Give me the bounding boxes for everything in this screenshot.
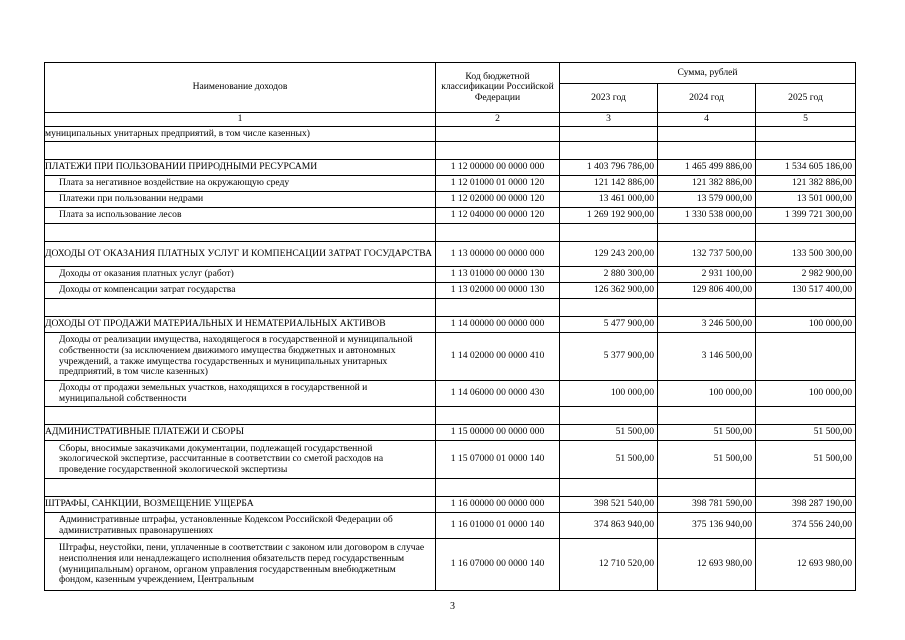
amount-2023-cell xyxy=(560,127,658,142)
amount-2024-cell: 3 146 500,00 xyxy=(658,333,756,381)
income-name-cell: Доходы от оказания платных услуг (работ) xyxy=(45,267,436,283)
income-table xyxy=(44,62,856,591)
amount-2023-cell: 5 477 900,00 xyxy=(560,317,658,333)
amount-2025-cell: 398 287 190,00 xyxy=(756,497,856,513)
amount-2023-cell: 1 403 796 786,00 xyxy=(560,160,658,176)
amount-2025-cell: 1 399 721 300,00 xyxy=(756,208,856,224)
empty-cell xyxy=(436,224,560,242)
table-row xyxy=(45,176,856,192)
amount-2024-cell: 132 737 500,00 xyxy=(658,242,756,267)
empty-cell xyxy=(658,224,756,242)
amount-2025-cell: 13 501 000,00 xyxy=(756,192,856,208)
amount-2023-cell: 121 142 886,00 xyxy=(560,176,658,192)
empty-cell xyxy=(560,407,658,425)
amount-2023-cell: 374 863 940,00 xyxy=(560,513,658,539)
empty-cell xyxy=(436,479,560,497)
empty-cell xyxy=(560,299,658,317)
amount-2025-cell: 1 534 605 186,00 xyxy=(756,160,856,176)
amount-2024-cell: 100 000,00 xyxy=(658,381,756,407)
amount-2025-cell: 51 500,00 xyxy=(756,425,856,441)
budget-code-cell: 1 12 02000 00 0000 120 xyxy=(436,192,560,208)
empty-cell xyxy=(658,479,756,497)
amount-2023-cell: 13 461 000,00 xyxy=(560,192,658,208)
col-number-5: 5 xyxy=(756,113,856,127)
amount-2025-cell: 130 517 400,00 xyxy=(756,283,856,299)
amount-2024-cell xyxy=(658,127,756,142)
col-number-3: 3 xyxy=(560,113,658,127)
amount-2024-cell: 13 579 000,00 xyxy=(658,192,756,208)
header-year-2025: 2025 год xyxy=(756,84,856,113)
budget-code-cell: 1 13 01000 00 0000 130 xyxy=(436,267,560,283)
amount-2023-cell: 2 880 300,00 xyxy=(560,267,658,283)
header-year-2024: 2024 год xyxy=(658,84,756,113)
table-row xyxy=(45,425,856,441)
table-row xyxy=(45,539,856,591)
amount-2024-cell: 398 781 590,00 xyxy=(658,497,756,513)
amount-2023-cell: 100 000,00 xyxy=(560,381,658,407)
income-name-cell: ДОХОДЫ ОТ ПРОДАЖИ МАТЕРИАЛЬНЫХ И НЕМАТЕРИАЛЬНЫХ АКТИВОВ xyxy=(45,317,436,333)
income-name-cell: Плата за негативное воздействие на окружающую среду xyxy=(45,176,436,192)
budget-code-cell: 1 14 02000 00 0000 410 xyxy=(436,333,560,381)
income-name-cell: Доходы от реализации имущества, находящегося в государственной и муниципальной собственности (за исключением движимого имущества бюджетных и автономных учреждений, а также имущества государственных и муниципальных унитарных предприятий, в том числе казенных) xyxy=(45,333,436,381)
budget-code-cell: 1 13 00000 00 0000 000 xyxy=(436,242,560,267)
income-name-cell: ПЛАТЕЖИ ПРИ ПОЛЬЗОВАНИИ ПРИРОДНЫМИ РЕСУРСАМИ xyxy=(45,160,436,176)
budget-code-cell: 1 12 04000 00 0000 120 xyxy=(436,208,560,224)
amount-2025-cell: 374 556 240,00 xyxy=(756,513,856,539)
table-row xyxy=(45,317,856,333)
budget-code-cell: 1 16 01000 01 0000 140 xyxy=(436,513,560,539)
empty-cell xyxy=(45,299,436,317)
amount-2023-cell: 51 500,00 xyxy=(560,441,658,479)
empty-cell xyxy=(756,479,856,497)
empty-cell xyxy=(560,224,658,242)
amount-2023-cell: 398 521 540,00 xyxy=(560,497,658,513)
header-sum: Сумма, рублей xyxy=(560,63,856,84)
income-name-cell: Штрафы, неустойки, пени, уплаченные в соответствии с законом или договором в случае неисполнения или ненадлежащего исполнения обязательств перед государственным (муниципальным) органом, органом управления государственным внебюджетным фондом, казенным учреждением, Центральным xyxy=(45,539,436,591)
income-name-cell: АДМИНИСТРАТИВНЫЕ ПЛАТЕЖИ И СБОРЫ xyxy=(45,425,436,441)
table-row xyxy=(45,333,856,381)
empty-cell xyxy=(756,224,856,242)
col-number-2: 2 xyxy=(436,113,560,127)
empty-cell xyxy=(756,299,856,317)
amount-2024-cell: 1 330 538 000,00 xyxy=(658,208,756,224)
amount-2024-cell: 12 693 980,00 xyxy=(658,539,756,591)
col-number-4: 4 xyxy=(658,113,756,127)
table-row xyxy=(45,381,856,407)
empty-cell xyxy=(658,407,756,425)
amount-2023-cell: 5 377 900,00 xyxy=(560,333,658,381)
income-name-cell: Административные штрафы, установленные Кодексом Российской Федерации об административных правонарушениях xyxy=(45,513,436,539)
income-name-cell: Сборы, вносимые заказчиками документации, подлежащей государственной экологической экспертизе, рассчитанные в соответствии со сметой расходов на проведение государственной экологической экспертизы xyxy=(45,441,436,479)
table-row xyxy=(45,497,856,513)
empty-cell xyxy=(436,142,560,160)
amount-2023-cell: 1 269 192 900,00 xyxy=(560,208,658,224)
budget-code-cell: 1 13 02000 00 0000 130 xyxy=(436,283,560,299)
amount-2025-cell: 100 000,00 xyxy=(756,381,856,407)
empty-cell xyxy=(560,479,658,497)
amount-2025-cell: 51 500,00 xyxy=(756,441,856,479)
budget-code-cell: 1 15 00000 00 0000 000 xyxy=(436,425,560,441)
header-year-2023: 2023 год xyxy=(560,84,658,113)
empty-cell xyxy=(658,299,756,317)
table-row xyxy=(45,242,856,267)
amount-2023-cell: 12 710 520,00 xyxy=(560,539,658,591)
header-name: Наименование доходов xyxy=(45,63,436,113)
col-number-1: 1 xyxy=(45,113,436,127)
empty-cell xyxy=(436,299,560,317)
amount-2024-cell: 51 500,00 xyxy=(658,425,756,441)
empty-cell xyxy=(45,479,436,497)
income-name-cell: Плата за использование лесов xyxy=(45,208,436,224)
table-row xyxy=(45,127,856,142)
budget-code-cell: 1 15 07000 01 0000 140 xyxy=(436,441,560,479)
spacer-row xyxy=(45,142,856,160)
table-row xyxy=(45,441,856,479)
spacer-row xyxy=(45,407,856,425)
table-row xyxy=(45,283,856,299)
amount-2025-cell: 100 000,00 xyxy=(756,317,856,333)
header-code: Код бюджетной классификации Российской Федерации xyxy=(436,63,560,113)
amount-2023-cell: 51 500,00 xyxy=(560,425,658,441)
amount-2025-cell: 2 982 900,00 xyxy=(756,267,856,283)
table-row xyxy=(45,208,856,224)
amount-2024-cell: 129 806 400,00 xyxy=(658,283,756,299)
amount-2024-cell: 121 382 886,00 xyxy=(658,176,756,192)
income-name-cell: Платежи при пользовании недрами xyxy=(45,192,436,208)
amount-2024-cell: 51 500,00 xyxy=(658,441,756,479)
amount-2025-cell xyxy=(756,127,856,142)
empty-cell xyxy=(45,224,436,242)
budget-code-cell: 1 14 00000 00 0000 000 xyxy=(436,317,560,333)
amount-2024-cell: 1 465 499 886,00 xyxy=(658,160,756,176)
amount-2024-cell: 375 136 940,00 xyxy=(658,513,756,539)
amount-2025-cell: 121 382 886,00 xyxy=(756,176,856,192)
empty-cell xyxy=(45,407,436,425)
budget-code-cell xyxy=(436,127,560,142)
income-name-cell: муниципальных унитарных предприятий, в том числе казенных) xyxy=(45,127,436,142)
income-name-cell: Доходы от компенсации затрат государства xyxy=(45,283,436,299)
amount-2025-cell: 12 693 980,00 xyxy=(756,539,856,591)
table-row xyxy=(45,192,856,208)
empty-cell xyxy=(560,142,658,160)
table-body xyxy=(45,127,856,591)
income-name-cell: ШТРАФЫ, САНКЦИИ, ВОЗМЕЩЕНИЕ УЩЕРБА xyxy=(45,497,436,513)
amount-2024-cell: 2 931 100,00 xyxy=(658,267,756,283)
income-name-cell: Доходы от продажи земельных участков, находящихся в государственной и муниципальной собственности xyxy=(45,381,436,407)
budget-code-cell: 1 12 00000 00 0000 000 xyxy=(436,160,560,176)
table-row xyxy=(45,267,856,283)
empty-cell xyxy=(658,142,756,160)
budget-code-cell: 1 14 06000 00 0000 430 xyxy=(436,381,560,407)
amount-2024-cell: 3 246 500,00 xyxy=(658,317,756,333)
amount-2023-cell: 126 362 900,00 xyxy=(560,283,658,299)
budget-code-cell: 1 12 01000 01 0000 120 xyxy=(436,176,560,192)
spacer-row xyxy=(45,224,856,242)
amount-2025-cell: 133 500 300,00 xyxy=(756,242,856,267)
spacer-row xyxy=(45,299,856,317)
empty-cell xyxy=(436,407,560,425)
spacer-row xyxy=(45,479,856,497)
page-number: 3 xyxy=(450,601,455,612)
amount-2025-cell xyxy=(756,333,856,381)
empty-cell xyxy=(756,407,856,425)
empty-cell xyxy=(756,142,856,160)
table-row xyxy=(45,513,856,539)
budget-code-cell: 1 16 07000 00 0000 140 xyxy=(436,539,560,591)
table-row xyxy=(45,160,856,176)
empty-cell xyxy=(45,142,436,160)
amount-2023-cell: 129 243 200,00 xyxy=(560,242,658,267)
income-name-cell: ДОХОДЫ ОТ ОКАЗАНИЯ ПЛАТНЫХ УСЛУГ И КОМПЕНСАЦИИ ЗАТРАТ ГОСУДАРСТВА xyxy=(45,242,436,267)
budget-code-cell: 1 16 00000 00 0000 000 xyxy=(436,497,560,513)
